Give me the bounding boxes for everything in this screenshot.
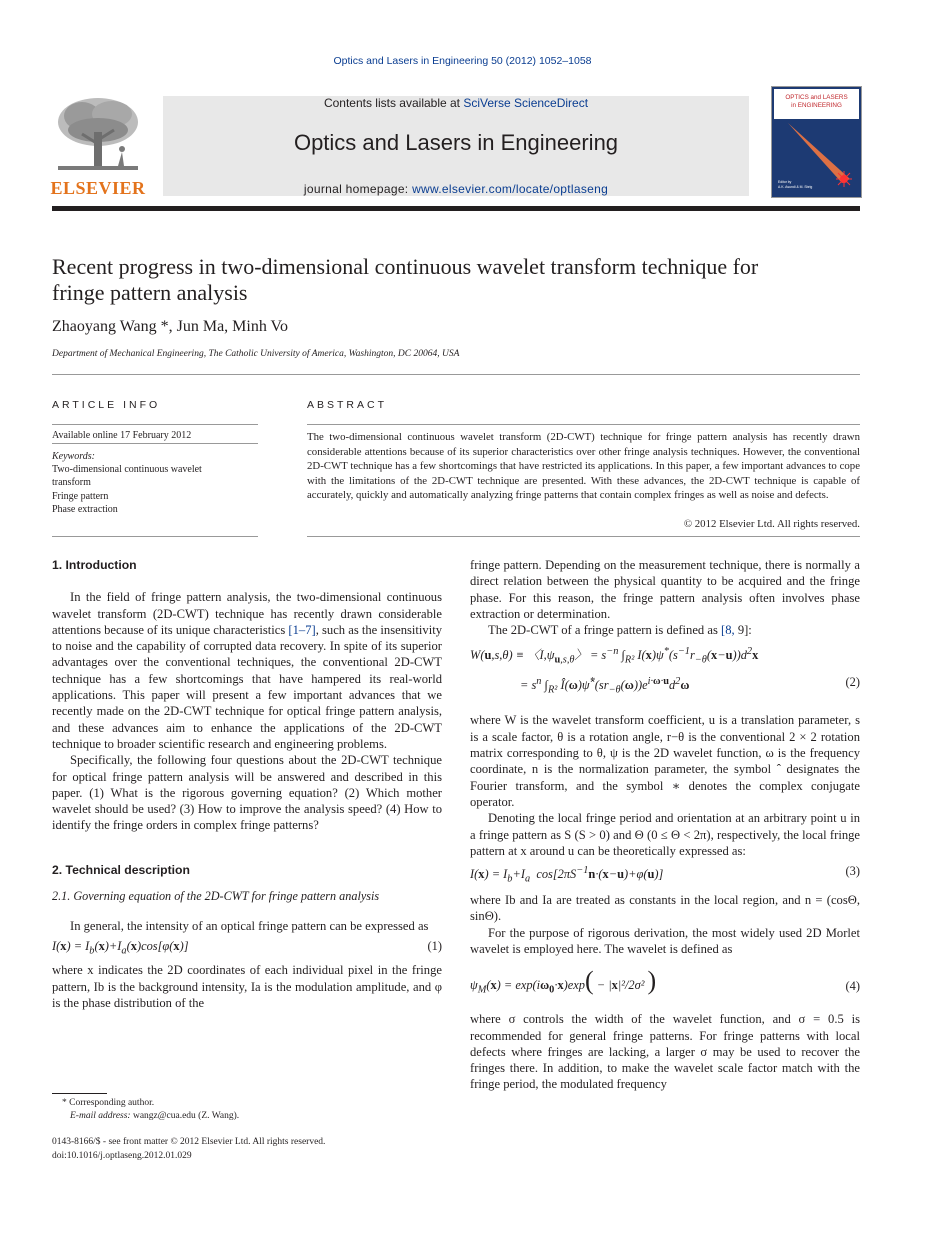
equation-1-formula: $I(x) = I_b(x)+I_a(x)\cos[\varphi(x)]$ <box>52 938 189 957</box>
cwt-def-text: The 2D-CWT of a fringe pattern is defined as <box>488 623 722 638</box>
journal-cover-thumbnail[interactable] <box>771 86 862 198</box>
cover-art <box>772 87 861 197</box>
authors: Zhaoyang Wang *, Jun Ma, Minh Vo <box>52 318 289 335</box>
equation-2-line-2: = $s^n$ $\int_{R^2}$ $Î(\omega)\psî^*(sr_{-\theta}(\omega))e^{i\cdot\omega\cdot u}d^2\omega$ <box>520 676 690 697</box>
intro-p1-end: , such as the insensitivity to noise and the capability of corrupted data recovery. In spite of its superior advantages over the conventional techniques, the conventional 2D-CWT technique has a few shortcomings that have hampered its real-world applications. This paper will present a few important advances that we recently made on the 2D-CWT technique for optical fringe pattern analysis, and these advances aim to enhance the applications of the 2D-CWT technique to broader scientific research and engineering problems. <box>52 622 442 751</box>
elsevier-wordmark: ELSEVIER <box>50 178 146 198</box>
abstract-rule <box>307 536 860 537</box>
email-note <box>70 1111 239 1121</box>
after-equation-4: where σ controls the width of the wavelet function, and σ = 0.5 is recommended for general fringe patterns. For fringe patterns with local defects where fringes are lacking, a larger σ may be used to recover the fringes there. In addition, to make the wavelet scale factor match with the fringe period, the modulated frequency <box>470 1012 860 1092</box>
cover-editor-name: A.K. Asundi & M. Sbrig <box>778 185 813 189</box>
equation-4-formula: $\psi_M(x) = \exp(i\omega_0\cdot x)\exp( - |x|^2/2\sigma^2$ ) <box>470 966 657 996</box>
header-rule <box>52 206 860 211</box>
intro-paragraph-2: Specifically, the following four questions about the 2D-CWT technique for optical fringe pattern analysis will be answered and described in this paper. (1) What is the rigorous governing equation? (2) Which mother wavelet should be used? (3) How to improve the analysis speed? (4) How to identify the fringe orders in complex fringe patterns? <box>52 753 442 833</box>
title-rule <box>52 374 860 375</box>
after-equation-1: where x indicates the 2D coordinates of each individual pixel in the fringe pattern, Ib is the background intensity, Ia is the modulation amplitude, and φ is the phase distribution of the <box>52 963 442 1010</box>
issn-line: 0143-8166/$ - see front matter © 2012 Elsevier Ltd. All rights reserved. <box>52 1137 326 1147</box>
info-rule <box>52 424 258 425</box>
cover-editor-line: Editor by <box>778 180 792 184</box>
tree-icon <box>52 94 144 178</box>
doi-line[interactable]: doi:10.1016/j.optlaseng.2012.01.029 <box>52 1151 192 1161</box>
fringe-phase-paragraph: fringe pattern. Depending on the measurement technique, there is normally a direct relation between the physical quantity to be acquired and the fringe phase. For this reason, the fringe pattern analysis often involves phase extraction or determination. <box>470 558 860 621</box>
equation-4-number: (4) <box>845 979 860 994</box>
email-address[interactable]: wangz@cua.edu (Z. Wang). <box>132 1111 240 1121</box>
equation-4 <box>470 965 860 1007</box>
local-fringe-paragraph: Denoting the local fringe period and orientation at an arbitrary point u in a fringe pattern as S (S > 0) and Θ (0 ≤ Θ < 2π), respectively, the local fringe pattern at x around u can be theoretically expressed as: <box>470 811 860 858</box>
email-label: E-mail address: <box>70 1111 131 1121</box>
cwt-definition-intro <box>470 622 860 638</box>
article-title: Recent progress in two-dimensional continuous wavelet transform technique for fringe pattern analysis <box>52 254 759 305</box>
morlet-paragraph: For the purpose of rigorous derivation, the most widely used 2D Morlet wavelet is employed here. The wavelet is defined as <box>470 925 860 956</box>
affiliation: Department of Mechanical Engineering, The Catholic University of America, Washington, DC 20064, USA <box>52 349 460 359</box>
homepage-prefix: journal homepage: <box>303 182 413 196</box>
equation-1 <box>52 938 442 960</box>
intro-p1-start: In the field of fringe pattern analysis, the two-dimensional continuous wavelet transform (2D-CWT) technique has recently drawn considerable attentions because of its unique characteristics <box>52 590 442 637</box>
journal-name: Optics and Lasers in Engineering <box>293 130 619 155</box>
equation-3-number: (3) <box>845 864 860 879</box>
section-2-heading: 2. Technical description <box>52 862 190 877</box>
citation-link[interactable]: [8, <box>721 623 735 638</box>
equation-3 <box>470 863 860 888</box>
after-equation-3: where Ib and Ia are treated as constants in the local region, and n = (cosΘ, sinΘ). <box>470 893 860 924</box>
abstract-heading: ABSTRACT <box>307 399 388 411</box>
info-rule <box>52 536 258 537</box>
section-1-heading: 1. Introduction <box>52 558 137 572</box>
cover-title-line1: OPTICS and LASERS <box>785 94 848 101</box>
abstract-rule <box>307 424 860 425</box>
left-column <box>52 557 442 1011</box>
sciencedirect-link[interactable]: SciVerse ScienceDirect <box>463 96 589 110</box>
citation-link[interactable]: [1–7] <box>288 622 316 637</box>
homepage-line <box>163 182 749 196</box>
equation-1-number: (1) <box>427 938 442 953</box>
corresponding-author-note: * Corresponding author. <box>62 1098 155 1108</box>
footnote-rule <box>52 1093 107 1094</box>
contents-prefix: Contents lists available at <box>323 96 464 110</box>
keyword: Fringe pattern <box>52 490 109 502</box>
cwt-def-end: 9]: <box>734 623 752 638</box>
info-rule <box>52 443 258 444</box>
abstract-copyright: © 2012 Elsevier Ltd. All rights reserved. <box>683 518 860 530</box>
section-2-1-heading: 2.1. Governing equation of the 2D-CWT for fringe pattern analysis <box>52 889 380 904</box>
abstract-text: The two-dimensional continuous wavelet transform (2D-CWT) technique for fringe pattern analysis has recently drawn considerable attentions because of its superior characteristics over other fringe analysis techniques. However, the conventional 2D-CWT technique has a few shortcomings that have restricted its applications. In this paper, a few important advances to cope with the limitations of the 2D-CWT technique are presented. With these advances, the 2D-CWT technique is capable of accurately, quickly and automatically analyzing fringe patterns that contain complex fringes as well as noise and defects. <box>307 431 860 502</box>
article-info-heading: ARTICLE INFO <box>52 399 161 411</box>
equation-2-number: (2) <box>845 675 860 690</box>
keywords-list <box>52 463 252 517</box>
intro-paragraph-1 <box>52 589 442 752</box>
keyword: Phase extraction <box>52 504 118 516</box>
available-online: Available online 17 February 2012 <box>52 430 192 441</box>
keyword: Two-dimensional continuous wavelet <box>52 464 202 475</box>
section-2-1-paragraph: In general, the intensity of an optical fringe pattern can be expressed as <box>70 919 429 934</box>
cover-title-line2: in ENGINEERING <box>791 102 842 109</box>
right-column <box>470 557 860 1093</box>
keyword: transform <box>52 477 91 489</box>
homepage-link[interactable]: www.elsevier.com/locate/optlaseng <box>412 182 609 196</box>
keywords-label: Keywords: <box>52 451 95 462</box>
journal-reference[interactable]: Optics and Lasers in Engineering 50 (2012) 1052–1058 <box>333 55 592 67</box>
equation-2-line-1: W(u,s,θ) ≡ 〈$I,\psi_{u,s,\theta}$〉 = $s^{-n}$ $\int_{R^2}$ $I(x)\psi^*(s^{-1}r_{-\theta}(x-u))d^2x$ <box>470 646 759 667</box>
equation-3-formula: $I(x) = I_b+I_a$ $\cos[2\pi S^{-1}n\cdot(x-u)+\varphi(u)]$ <box>470 865 664 885</box>
after-equation-2: where W is the wavelet transform coefficient, u is a translation parameter, s is a scale factor, θ is a rotation angle, r−θ is the conventional 2 × 2 rotation matrix corresponding to θ, ψ is the 2D wavelet function, ω is the frequency coordinate, n is the normalization parameter, the symbol ˆ designates the Fourier transform, and the symbol ∗ denotes the complex conjugate operator. <box>470 713 860 809</box>
contents-line <box>163 96 749 110</box>
equation-2 <box>470 644 860 708</box>
